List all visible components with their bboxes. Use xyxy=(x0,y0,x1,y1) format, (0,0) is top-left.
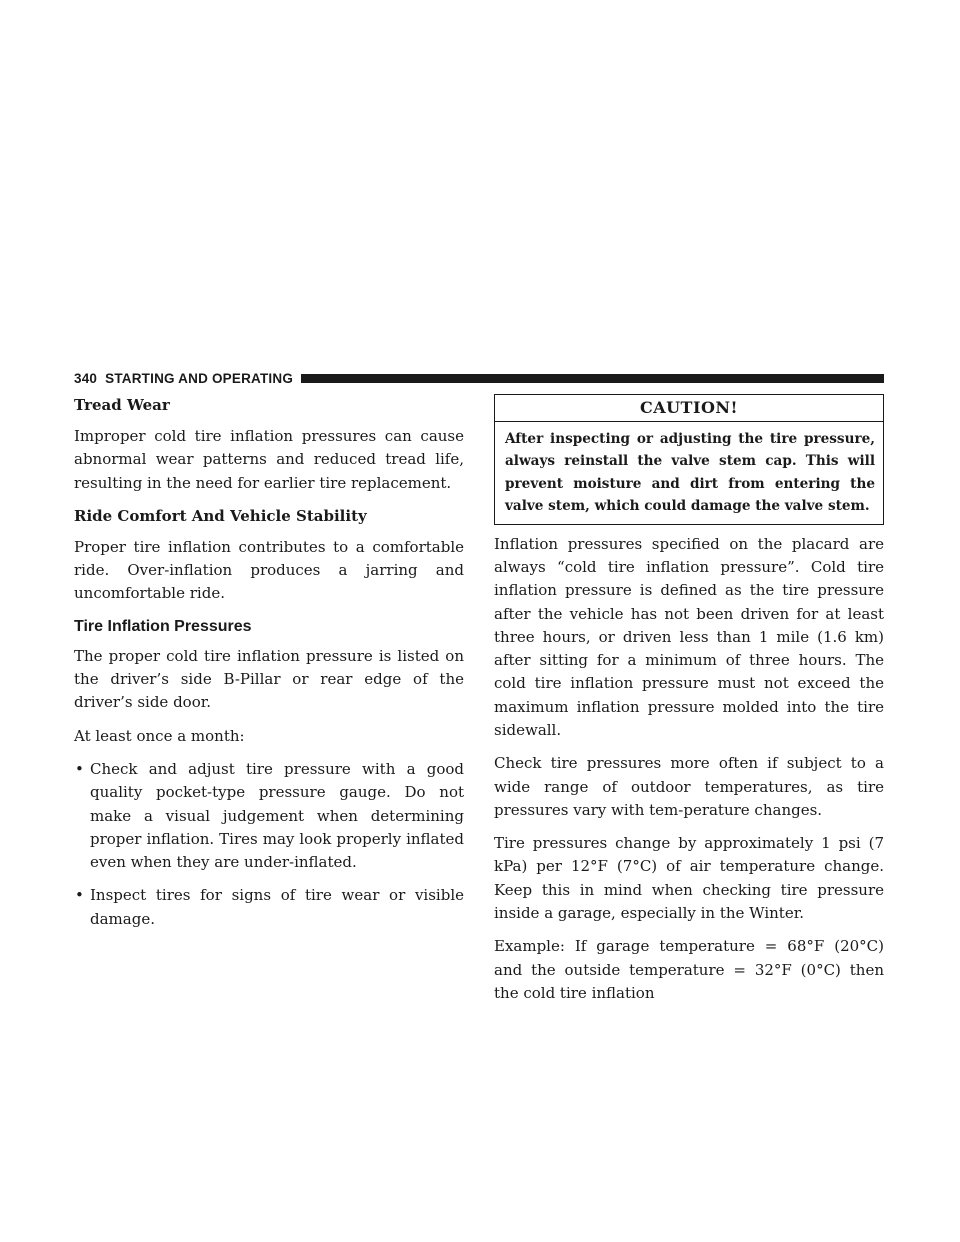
cold-pressure-text: Inflation pressures specified on the placard are always “cold tire inflation pressure”. Cold tire inflation pressure is defined as the tire pressure after the vehicle has not been driven for at least three hours, or driven less than 1 mile (1.6 km) after sitting for a minimum of three hours. The cold tire inflation pressure must not exceed the maximum inflation pressure molded into the tire sidewall. xyxy=(494,534,884,739)
caution-box xyxy=(494,394,884,525)
caution-text: After inspecting or adjusting the tire pressure, always reinstall the valve stem cap. This will prevent moisture and dirt from entering the valve stem, which could damage the valve stem. xyxy=(505,431,875,515)
page-header xyxy=(74,368,884,388)
tire-inflation-heading: Tire Inflation Pressures xyxy=(74,617,252,635)
pressure-change-text: Tire pressures change by approximately 1 psi (7 kPa) per 12°F (7°C) of air temperature change. Keep this in mind when checking tire pressure inside a garage, especially in the Winter. xyxy=(494,834,884,923)
check-list xyxy=(74,758,464,931)
caution-title: CAUTION! xyxy=(495,395,883,422)
bullet-icon: • xyxy=(75,886,84,905)
page-number: 340 xyxy=(74,370,98,386)
example-text: Example: If garage temperature = 68°F (20°C) and the outside temperature = 32°F (0°C) then the cold tire inflation xyxy=(494,937,884,1002)
list-item xyxy=(74,758,464,874)
bullet-icon: • xyxy=(75,759,84,778)
tread-wear-text: Improper cold tire inflation pressures can cause abnormal wear patterns and reduced tread life, resulting in the need for earlier tire replacement. xyxy=(74,427,464,492)
left-column xyxy=(74,394,464,941)
header-rule xyxy=(301,374,884,383)
list-item-text: Inspect tires for signs of tire wear or visible damage. xyxy=(90,886,464,928)
list-item-text: Check and adjust tire pressure with a good quality pocket-type pressure gauge. Do not make a visual judgement when determining proper inflation. Tires may look properly inflated even when they are under-inflated. xyxy=(90,759,464,872)
section-title: STARTING AND OPERATING xyxy=(105,370,294,386)
right-column xyxy=(494,394,884,1015)
ride-comfort-text: Proper tire inflation contributes to a comfortable ride. Over-inflation produces a jarring and uncomfortable ride. xyxy=(74,537,464,603)
ride-comfort-heading: Ride Comfort And Vehicle Stability xyxy=(74,506,367,525)
list-item xyxy=(74,884,464,931)
tread-wear-heading: Tread Wear xyxy=(74,396,170,414)
tire-inflation-text: The proper cold tire inflation pressure is listed on the driver’s side B-Pillar or rear edge of the driver’s side door. xyxy=(74,646,464,712)
monthly-intro: At least once a month: xyxy=(74,726,245,745)
temperature-range-text: Check tire pressures more often if subject to a wide range of outdoor temperatures, as tire pressures vary with tem-perature changes. xyxy=(494,754,884,819)
